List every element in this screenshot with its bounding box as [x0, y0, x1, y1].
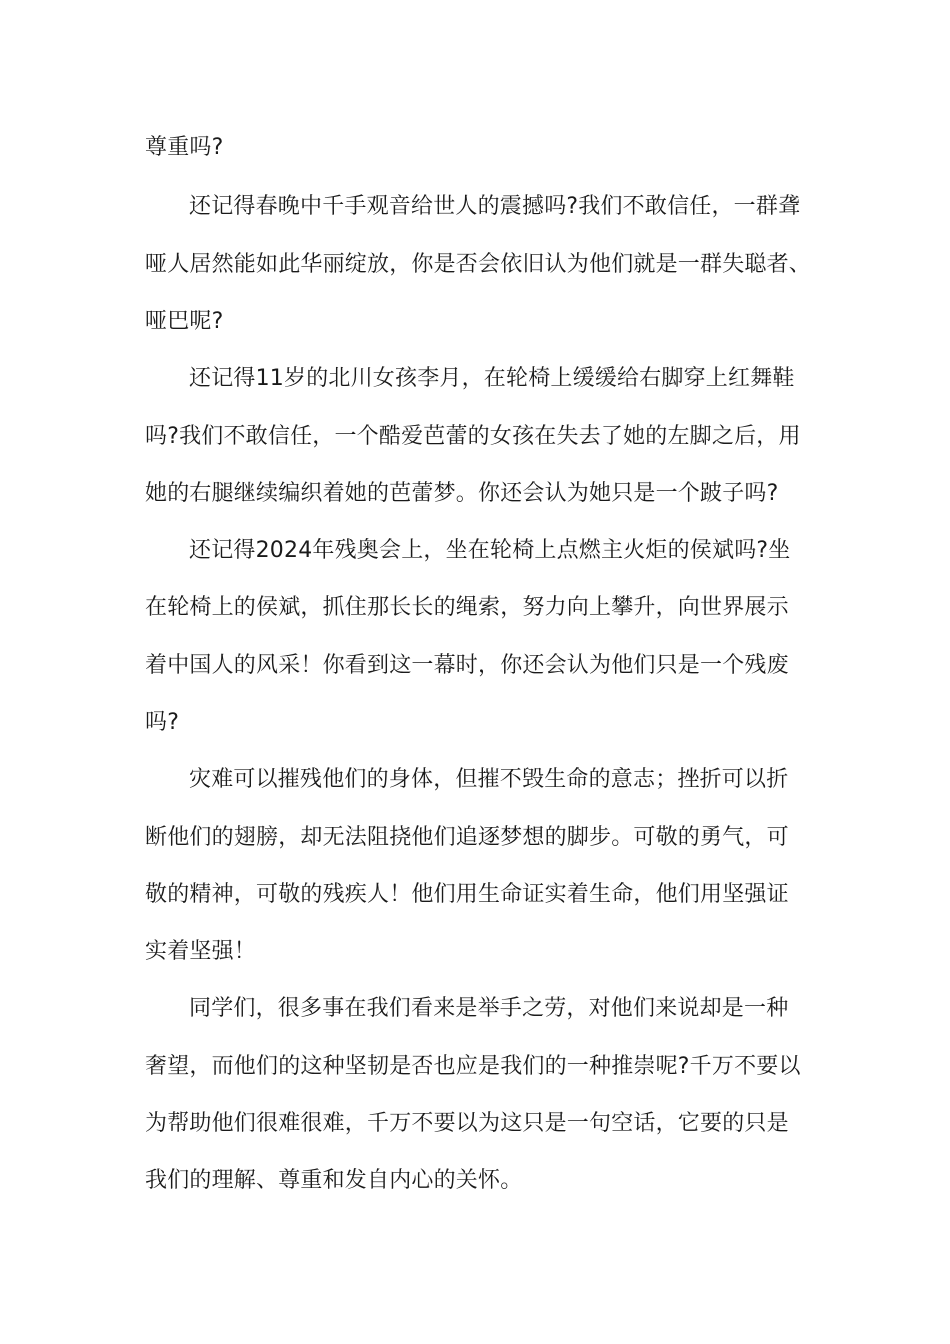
text-line: 她的右腿继续编织着她的芭蕾梦。你还会认为她只是一个跛子吗?	[145, 481, 779, 506]
text-line: 还记得11岁的北川女孩李月，在轮椅上缓缓给右脚穿上红舞鞋	[189, 366, 795, 391]
text-line: 为帮助他们很难很难，千万不要以为这只是一句空话，它要的只是	[145, 1111, 789, 1136]
text-line: 还记得春晚中千手观音给世人的震撼吗?我们不敢信任，一群聋	[189, 194, 801, 219]
text-line: 奢望，而他们的这种坚韧是否也应是我们的一种推崇呢?千万不要以	[145, 1054, 801, 1079]
text-line: 我们的理解、尊重和发自内心的关怀。	[145, 1168, 523, 1193]
text-line: 同学们，很多事在我们看来是举手之劳，对他们来说却是一种	[189, 996, 789, 1021]
text-line: 哑人居然能如此华丽绽放，你是否会依旧认为他们就是一群失聪者、	[145, 252, 812, 277]
text-line: 在轮椅上的侯斌，抓住那长长的绳索，努力向上攀升，向世界展示	[145, 595, 789, 620]
text-line: 哑巴呢?	[145, 309, 224, 334]
text-line: 吗?我们不敢信任，一个酷爱芭蕾的女孩在失去了她的左脚之后，用	[145, 424, 801, 449]
text-line: 灾难可以摧残他们的身体，但摧不毁生命的意志；挫折可以折	[189, 767, 789, 792]
text-line: 尊重吗?	[145, 135, 224, 160]
text-line: 着中国人的风采！你看到这一幕时，你还会认为他们只是一个残废	[145, 653, 789, 678]
text-line: 还记得2024年残奥会上，坐在轮椅上点燃主火炬的侯斌吗?坐	[189, 538, 791, 563]
text-line: 吗?	[145, 710, 180, 735]
text-line: 断他们的翅膀，却无法阻挠他们追逐梦想的脚步。可敬的勇气，可	[145, 825, 789, 850]
text-line: 实着坚强！	[145, 939, 257, 964]
text-line: 敬的精神，可敬的残疾人！他们用生命证实着生命，他们用坚强证	[145, 882, 789, 907]
